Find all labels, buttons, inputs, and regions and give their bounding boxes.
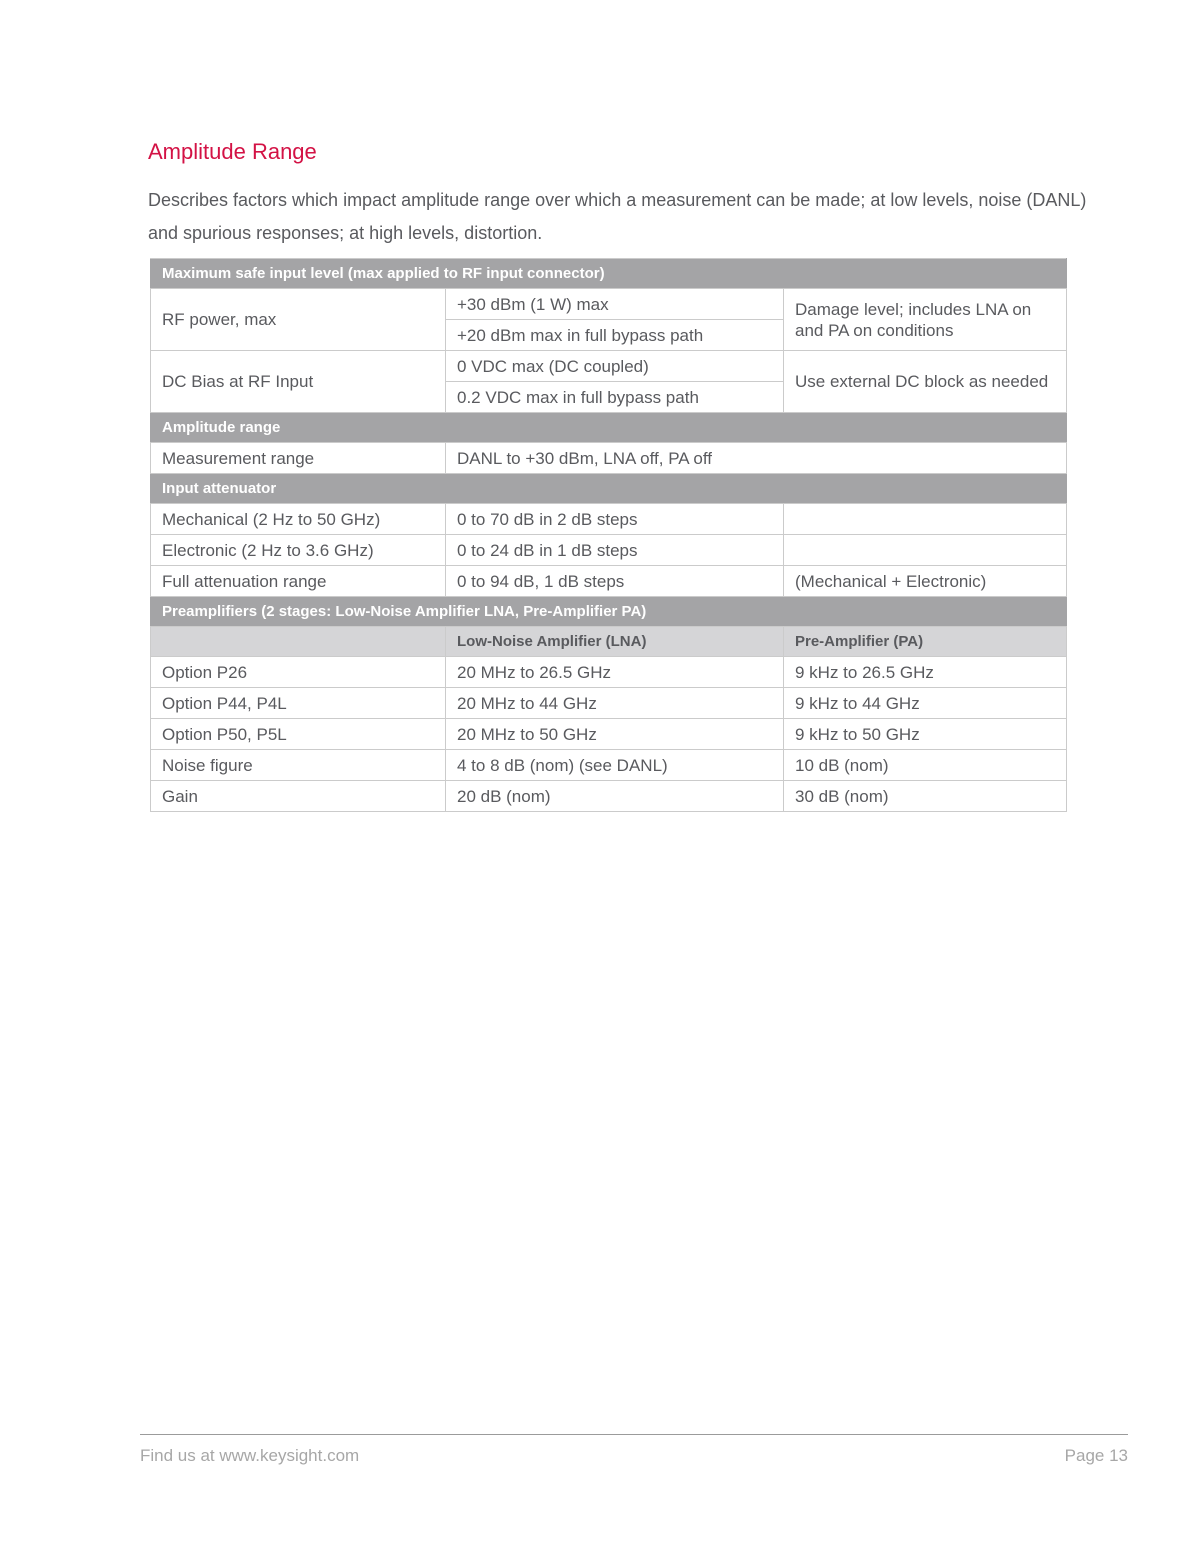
amplitude-range-spec-table: [150, 258, 1067, 812]
table-row: [151, 781, 1067, 812]
table-section-row: [151, 597, 1067, 627]
attenuator-full-range-note-cell: (Mechanical + Electronic): [784, 566, 1067, 597]
footer-divider: [140, 1434, 1128, 1435]
preamp-column-header-row: [151, 627, 1067, 657]
preamp-noise-figure-pa-cell: 10 dB (nom): [784, 750, 1067, 781]
table-row: [151, 750, 1067, 781]
table-row: [151, 719, 1067, 750]
table-row: [151, 657, 1067, 688]
dc-bias-coupled-value-cell: 0 VDC max (DC coupled): [446, 351, 784, 382]
preamp-option-p44-lna-cell: 20 MHz to 44 GHz: [446, 688, 784, 719]
preamp-option-p26-lna-cell: 20 MHz to 26.5 GHz: [446, 657, 784, 688]
attenuator-electronic-note-cell: [784, 535, 1067, 566]
table-row: [151, 289, 1067, 320]
attenuator-mechanical-value-cell: 0 to 70 dB in 2 dB steps: [446, 504, 784, 535]
section-header-amplitude-range: Amplitude range: [151, 413, 1067, 443]
attenuator-full-range-value-cell: 0 to 94 dB, 1 dB steps: [446, 566, 784, 597]
measurement-range-value-cell: DANL to +30 dBm, LNA off, PA off: [446, 443, 1067, 474]
rf-power-bypass-value-cell: +20 dBm max in full bypass path: [446, 320, 784, 351]
preamp-noise-figure-lna-cell: 4 to 8 dB (nom) (see DANL): [446, 750, 784, 781]
table-row: [151, 535, 1067, 566]
preamp-option-p44-label-cell: Option P44, P4L: [151, 688, 446, 719]
lna-column-header-cell: Low-Noise Amplifier (LNA): [446, 627, 784, 657]
section-header-input-attenuator: Input attenuator: [151, 474, 1067, 504]
table-row: [151, 443, 1067, 474]
dc-bias-bypass-value-cell: 0.2 VDC max in full bypass path: [446, 382, 784, 413]
measurement-range-label-cell: Measurement range: [151, 443, 446, 474]
preamp-corner-cell: [151, 627, 446, 657]
table-section-row: [151, 259, 1067, 289]
pa-column-header-cell: Pre-Amplifier (PA): [784, 627, 1067, 657]
preamp-gain-pa-cell: 30 dB (nom): [784, 781, 1067, 812]
attenuator-electronic-label-cell: Electronic (2 Hz to 3.6 GHz): [151, 535, 446, 566]
preamp-option-p26-pa-cell: 9 kHz to 26.5 GHz: [784, 657, 1067, 688]
preamp-option-p50-pa-cell: 9 kHz to 50 GHz: [784, 719, 1067, 750]
preamp-gain-label-cell: Gain: [151, 781, 446, 812]
rf-power-label-cell: RF power, max: [151, 289, 446, 351]
preamp-option-p26-label-cell: Option P26: [151, 657, 446, 688]
table-section-row: [151, 413, 1067, 443]
section-header-max-safe-input: Maximum safe input level (max applied to RF input connector): [151, 259, 1067, 289]
table-row: [151, 351, 1067, 382]
preamp-option-p50-label-cell: Option P50, P5L: [151, 719, 446, 750]
table-row: [151, 504, 1067, 535]
dc-bias-note-cell: Use external DC block as needed: [784, 351, 1067, 413]
preamp-option-p50-lna-cell: 20 MHz to 50 GHz: [446, 719, 784, 750]
dc-bias-label-cell: DC Bias at RF Input: [151, 351, 446, 413]
section-header-preamplifiers: Preamplifiers (2 stages: Low-Noise Amplifier LNA, Pre-Amplifier PA): [151, 597, 1067, 627]
attenuator-mechanical-note-cell: [784, 504, 1067, 535]
attenuator-electronic-value-cell: 0 to 24 dB in 1 dB steps: [446, 535, 784, 566]
preamp-option-p44-pa-cell: 9 kHz to 44 GHz: [784, 688, 1067, 719]
attenuator-mechanical-label-cell: Mechanical (2 Hz to 50 GHz): [151, 504, 446, 535]
table-row: [151, 688, 1067, 719]
rf-power-max-value-cell: +30 dBm (1 W) max: [446, 289, 784, 320]
footer-page-number: Page 13: [1064, 1446, 1128, 1465]
preamp-noise-figure-label-cell: Noise figure: [151, 750, 446, 781]
intro-paragraph: Describes factors which impact amplitude range over which a measurement can be made; at low levels, noise (DANL) and spurious responses; at high levels, distortion.: [148, 190, 1087, 243]
attenuator-full-range-label-cell: Full attenuation range: [151, 566, 446, 597]
rf-power-note-cell: Damage level; includes LNA on and PA on conditions: [784, 289, 1067, 351]
table-section-row: [151, 474, 1067, 504]
table-row: [151, 566, 1067, 597]
footer-find-us-text: Find us at www.keysight.com: [140, 1446, 360, 1465]
preamp-gain-lna-cell: 20 dB (nom): [446, 781, 784, 812]
page-title: Amplitude Range: [148, 139, 317, 164]
